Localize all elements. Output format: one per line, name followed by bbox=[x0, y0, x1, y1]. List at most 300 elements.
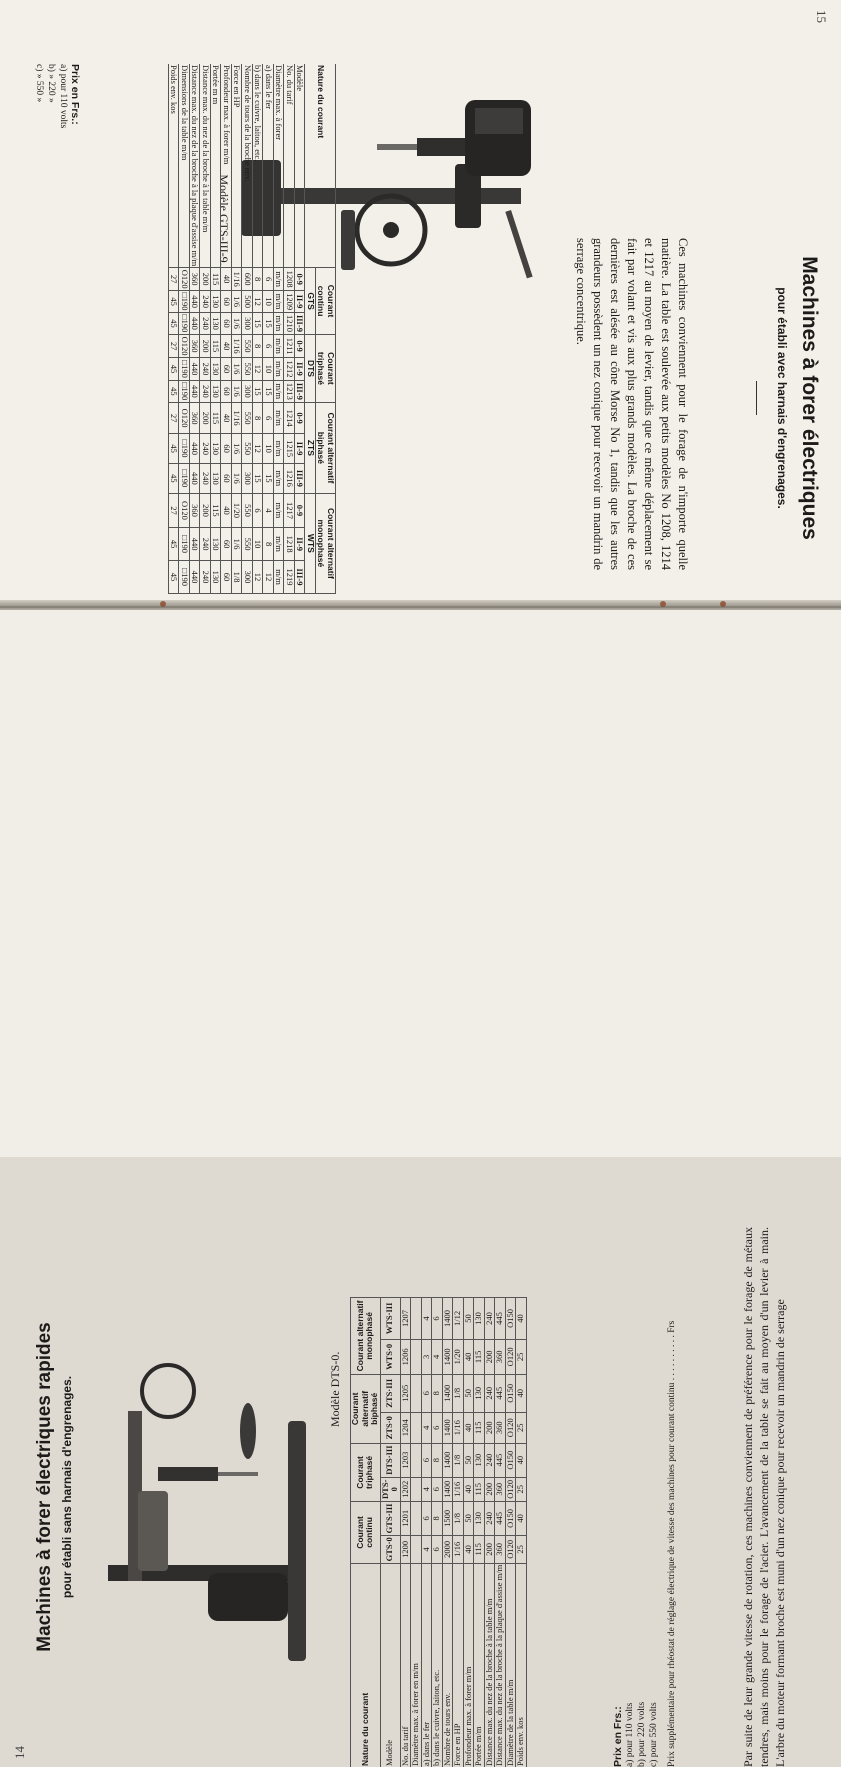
table-cell: 1201 bbox=[400, 1502, 411, 1536]
table-cell: 25 bbox=[516, 1477, 527, 1501]
table-row bbox=[242, 64, 253, 594]
table-cell: m/m bbox=[274, 434, 285, 464]
table-cell: 1400 bbox=[442, 1412, 453, 1443]
row-label: Diamètre de la table m/m bbox=[505, 1563, 516, 1767]
table-cell: O150 bbox=[505, 1443, 516, 1477]
table-cell: O120 bbox=[505, 1412, 516, 1443]
table-cell: 10 bbox=[263, 358, 274, 380]
table-row bbox=[505, 1298, 516, 1767]
table-cell: 360 bbox=[190, 334, 201, 357]
table-cell: O120 bbox=[179, 268, 190, 291]
price-line: c) » 550 » bbox=[33, 64, 45, 128]
table-cell: 440 bbox=[190, 463, 201, 493]
table-row bbox=[232, 64, 243, 594]
table-cell: 240 bbox=[200, 561, 211, 594]
row-label: Distance max. du nez de la broche à la table m/m bbox=[484, 1563, 495, 1767]
table-cell: O120 bbox=[505, 1339, 516, 1374]
table-cell: 60 bbox=[221, 434, 232, 464]
table-row-models bbox=[380, 1298, 400, 1767]
table-cell bbox=[411, 1502, 422, 1536]
table-cell: 1400 bbox=[442, 1339, 453, 1374]
table-cell: 240 bbox=[200, 291, 211, 313]
table-cell: 60 bbox=[221, 561, 232, 594]
table-cell: 12 bbox=[253, 291, 264, 313]
table-cell: 25 bbox=[516, 1339, 527, 1374]
table-cell bbox=[411, 1477, 422, 1501]
row-label: a) dans le fer bbox=[263, 64, 274, 268]
table-cell: 8 bbox=[253, 334, 264, 357]
table-cell: 240 bbox=[200, 358, 211, 380]
row-label: Profondeur max. à forer m/m bbox=[463, 1563, 474, 1767]
price-heading: Prix en Frs.: bbox=[612, 1267, 624, 1767]
table-cell: 1500 bbox=[442, 1502, 453, 1536]
table-cell: 1/16 bbox=[453, 1412, 464, 1443]
table-cell: m/m bbox=[274, 313, 285, 335]
group-header: Courant alternatif monophasé bbox=[351, 1298, 381, 1375]
group-header: Courant triphasé bbox=[351, 1443, 381, 1501]
table-row bbox=[400, 1298, 411, 1767]
page-14-content bbox=[0, 1220, 841, 1767]
price-line: a) pour 110 volts bbox=[57, 64, 69, 128]
table-cell: O120 bbox=[505, 1477, 516, 1501]
row-label: Poids env. kos bbox=[516, 1563, 527, 1767]
table-cell: 6 bbox=[253, 493, 264, 527]
group-header: Courant alternatif biphasé bbox=[316, 403, 336, 494]
table-cell: 12 bbox=[253, 434, 264, 464]
table-cell: □190 bbox=[179, 434, 190, 464]
specs-table-gts bbox=[168, 64, 336, 594]
table-row bbox=[474, 1298, 485, 1767]
row-label: Poids env. kos bbox=[169, 64, 180, 268]
model-header: DTS-0 bbox=[380, 1477, 400, 1501]
series-header: GTS bbox=[305, 268, 316, 335]
row-label: b) dans le cuivre, laiton, etc. bbox=[432, 1563, 443, 1767]
table-cell bbox=[411, 1535, 422, 1563]
table-row bbox=[421, 1298, 432, 1767]
table-cell: 4 bbox=[263, 493, 274, 527]
table-cell: 25 bbox=[516, 1535, 527, 1563]
table-cell: 15 bbox=[253, 313, 264, 335]
table-cell: 240 bbox=[200, 434, 211, 464]
table-cell: 15 bbox=[263, 463, 274, 493]
table-cell: 6 bbox=[263, 334, 274, 357]
table-cell: 1217 bbox=[284, 493, 295, 527]
table-cell: O120 bbox=[179, 334, 190, 357]
table-cell: 240 bbox=[200, 313, 211, 335]
table-cell: 1202 bbox=[400, 1477, 411, 1501]
table-cell: 6 bbox=[421, 1443, 432, 1477]
model-header: 0-9 bbox=[295, 403, 306, 434]
table-cell: 130 bbox=[211, 358, 222, 380]
table-cell: 8 bbox=[432, 1502, 443, 1536]
table-cell: 440 bbox=[190, 358, 201, 380]
table-cell: 200 bbox=[200, 334, 211, 357]
table-cell: 440 bbox=[190, 528, 201, 561]
table-cell: 6 bbox=[263, 403, 274, 434]
specs-table-dts bbox=[350, 1297, 527, 1767]
table-cell: 12 bbox=[263, 561, 274, 594]
table-cell: 50 bbox=[463, 1374, 474, 1412]
row-label: Nombre de tours de la broche env. bbox=[242, 64, 253, 268]
table-cell: 130 bbox=[211, 434, 222, 464]
table-cell: 115 bbox=[211, 334, 222, 357]
table-cell: 50 bbox=[463, 1502, 474, 1536]
table-cell: 6 bbox=[432, 1412, 443, 1443]
table-cell: 1211 bbox=[284, 334, 295, 357]
table-cell: O150 bbox=[505, 1502, 516, 1536]
table-cell: 45 bbox=[169, 380, 180, 402]
table-cell: 25 bbox=[516, 1412, 527, 1443]
table-cell: m/m bbox=[274, 528, 285, 561]
model-header: II-9 bbox=[295, 528, 306, 561]
group-header: Courant alternatif monophasé bbox=[316, 493, 336, 593]
table-cell: 1400 bbox=[442, 1443, 453, 1477]
table-cell: 360 bbox=[190, 493, 201, 527]
table-cell: O150 bbox=[505, 1298, 516, 1340]
row-label: Force en HP bbox=[232, 64, 243, 268]
table-cell: 1400 bbox=[442, 1477, 453, 1501]
table-cell: 130 bbox=[211, 313, 222, 335]
table-cell: 200 bbox=[484, 1477, 495, 1501]
table-cell: □190 bbox=[179, 313, 190, 335]
page-15 bbox=[0, 0, 841, 604]
table-row bbox=[284, 64, 295, 594]
paper-stain bbox=[720, 601, 726, 607]
table-row bbox=[253, 64, 264, 594]
table-cell bbox=[411, 1374, 422, 1412]
table-cell: 300 bbox=[242, 313, 253, 335]
table-cell: 40 bbox=[221, 403, 232, 434]
table-cell: 4 bbox=[432, 1339, 443, 1374]
table-cell: 440 bbox=[190, 380, 201, 402]
table-cell: m/m bbox=[274, 268, 285, 291]
table-cell: 8 bbox=[432, 1443, 443, 1477]
table-cell: 1204 bbox=[400, 1412, 411, 1443]
table-cell: 445 bbox=[495, 1443, 506, 1477]
table-cell: 1/8 bbox=[453, 1374, 464, 1412]
row-label: Profondeur max. à forer m/m bbox=[221, 64, 232, 268]
row-label: Modèle bbox=[295, 64, 306, 268]
page-number: 14 bbox=[12, 1746, 28, 1759]
table-cell: 360 bbox=[495, 1339, 506, 1374]
table-cell: 15 bbox=[253, 463, 264, 493]
table-cell: 40 bbox=[463, 1477, 474, 1501]
page-number: 15 bbox=[813, 10, 829, 23]
table-cell: 1208 bbox=[284, 268, 295, 291]
table-cell: 1212 bbox=[284, 358, 295, 380]
series-header: DTS bbox=[305, 334, 316, 402]
table-row bbox=[211, 64, 222, 594]
table-cell: □190 bbox=[179, 463, 190, 493]
table-cell: 115 bbox=[211, 493, 222, 527]
table-cell: 240 bbox=[484, 1443, 495, 1477]
table-cell: 240 bbox=[200, 528, 211, 561]
table-cell: O120 bbox=[505, 1535, 516, 1563]
table-cell: 40 bbox=[463, 1339, 474, 1374]
table-cell bbox=[411, 1412, 422, 1443]
table-cell: 8 bbox=[432, 1374, 443, 1412]
table-cell: 6 bbox=[421, 1374, 432, 1412]
page-subtitle: pour établi avec harnais d'engrenages. bbox=[775, 238, 789, 558]
table-cell: m/m bbox=[274, 358, 285, 380]
table-cell: 15 bbox=[263, 380, 274, 402]
table-cell: 360 bbox=[190, 403, 201, 434]
table-cell: 550 bbox=[242, 334, 253, 357]
table-cell: 2000 bbox=[442, 1535, 453, 1563]
table-row bbox=[442, 1298, 453, 1767]
table-cell: 40 bbox=[221, 493, 232, 527]
table-cell: 445 bbox=[495, 1502, 506, 1536]
group-header: Courant continu bbox=[316, 268, 336, 335]
table-cell: 1214 bbox=[284, 403, 295, 434]
table-cell: 360 bbox=[495, 1477, 506, 1501]
table-cell: 40 bbox=[516, 1298, 527, 1340]
table-cell: 27 bbox=[169, 493, 180, 527]
model-header: DTS·III bbox=[380, 1443, 400, 1477]
table-cell: 4 bbox=[421, 1298, 432, 1340]
table-cell: 200 bbox=[484, 1412, 495, 1443]
table-cell: 200 bbox=[200, 403, 211, 434]
table-cell: 550 bbox=[242, 403, 253, 434]
table-cell: 1209 bbox=[284, 291, 295, 313]
table-cell: 40 bbox=[463, 1412, 474, 1443]
table-cell: 115 bbox=[474, 1477, 485, 1501]
table-cell: 1/16 bbox=[232, 403, 243, 434]
table-cell: 6 bbox=[421, 1502, 432, 1536]
model-header: III-9 bbox=[295, 561, 306, 594]
table-header-nature: Nature du courant bbox=[305, 64, 336, 268]
table-cell: 200 bbox=[484, 1535, 495, 1563]
row-label: Portée m m bbox=[211, 64, 222, 268]
model-header: III-9 bbox=[295, 463, 306, 493]
table-cell: 8 bbox=[253, 403, 264, 434]
table-cell: 445 bbox=[495, 1298, 506, 1340]
table-row bbox=[411, 1298, 422, 1767]
table-cell: 50 bbox=[463, 1443, 474, 1477]
row-label: Dimensions de la table m/m bbox=[179, 64, 190, 268]
row-label: Portée m/m bbox=[474, 1563, 485, 1767]
intro-paragraph: Ces machines conviennent pour le forage de n'importe quelle matière. La table est soulevée aux petits modèles No 1208, 1214 et 1217 au moyen de levier, tandis que ce même déplacement se fait par volant et vis aux plus grands modèles. La broche de ces dernières est alésée au cône Morse No 1, tandis que les autres grandeurs possèdent un nez conique pour recevoir un mandrin de serrage concentrique. bbox=[572, 238, 691, 570]
table-row bbox=[190, 64, 201, 594]
row-label: Force en HP bbox=[453, 1563, 464, 1767]
table-cell: 8 bbox=[253, 268, 264, 291]
table-cell: 6 bbox=[432, 1535, 443, 1563]
table-cell: 8 bbox=[263, 528, 274, 561]
table-cell: 500 bbox=[242, 291, 253, 313]
table-cell: 1/8 bbox=[453, 1443, 464, 1477]
table-cell: 130 bbox=[474, 1443, 485, 1477]
price-heading: Prix en Frs.: bbox=[69, 64, 81, 128]
table-cell: 1/6 bbox=[232, 358, 243, 380]
page-15-content bbox=[0, 0, 841, 604]
table-cell: 1/16 bbox=[232, 268, 243, 291]
model-header: III-9 bbox=[295, 313, 306, 335]
table-row bbox=[200, 64, 211, 594]
model-header: ZTS·III bbox=[380, 1374, 400, 1412]
table-cell: 1/6 bbox=[232, 528, 243, 561]
price-block bbox=[612, 1267, 678, 1767]
table-cell: 40 bbox=[463, 1535, 474, 1563]
table-cell: 60 bbox=[221, 291, 232, 313]
model-header: III-9 bbox=[295, 380, 306, 402]
table-cell: 45 bbox=[169, 561, 180, 594]
table-row bbox=[463, 1298, 474, 1767]
row-label: Diamètre max. à forer bbox=[274, 64, 285, 268]
table-cell: O120 bbox=[179, 403, 190, 434]
table-row bbox=[484, 1298, 495, 1767]
table-cell: 1/16 bbox=[453, 1535, 464, 1563]
table-cell: 3 bbox=[421, 1339, 432, 1374]
table-cell: 6 bbox=[432, 1298, 443, 1340]
table-row bbox=[179, 64, 190, 594]
table-cell: 12 bbox=[253, 358, 264, 380]
row-label: No. du tarif bbox=[400, 1563, 411, 1767]
table-cell: 240 bbox=[484, 1374, 495, 1412]
specs-table-body bbox=[169, 64, 306, 594]
table-cell: □190 bbox=[179, 380, 190, 402]
table-cell: 240 bbox=[200, 463, 211, 493]
supplement-note: Prix supplémentaire pour rhéostat de réglage électrique de vitesse des machines pour courant continu . . . . . . . . . . Frs bbox=[666, 1267, 678, 1767]
model-header: WTS·0 bbox=[380, 1339, 400, 1374]
divider bbox=[756, 381, 757, 415]
table-cell: 550 bbox=[242, 528, 253, 561]
table-cell: 1/8 bbox=[453, 1502, 464, 1536]
table-cell: 360 bbox=[190, 268, 201, 291]
row-label: b) dans le cuivre, laiton, etc. bbox=[253, 64, 264, 268]
model-header: 0-9 bbox=[295, 493, 306, 527]
table-row-models bbox=[295, 64, 306, 594]
group-header: Courant alternatif biphasé bbox=[351, 1374, 381, 1443]
table-cell: 550 bbox=[242, 358, 253, 380]
figure-caption: Modèle DTS-0. bbox=[328, 1287, 343, 1427]
table-cell: m/m bbox=[274, 463, 285, 493]
table-cell: 300 bbox=[242, 561, 253, 594]
table-cell: 40 bbox=[516, 1374, 527, 1412]
table-cell: 360 bbox=[495, 1412, 506, 1443]
table-cell: 200 bbox=[484, 1339, 495, 1374]
row-label: Distance max. du nez de la broche à la plaque d'assise m/m bbox=[190, 64, 201, 268]
page-14 bbox=[0, 610, 841, 1157]
table-row bbox=[263, 64, 274, 594]
table-cell: 550 bbox=[242, 493, 253, 527]
specs-table-body bbox=[380, 1298, 526, 1767]
table-cell bbox=[411, 1298, 422, 1340]
table-cell: 360 bbox=[495, 1535, 506, 1563]
table-cell: 130 bbox=[211, 291, 222, 313]
table-cell: 15 bbox=[263, 313, 274, 335]
model-header: 0-9 bbox=[295, 334, 306, 357]
table-cell: 1400 bbox=[442, 1374, 453, 1412]
group-header: Courant continu bbox=[351, 1502, 381, 1564]
table-row bbox=[169, 64, 180, 594]
table-cell: 1219 bbox=[284, 561, 295, 594]
title-block bbox=[34, 1227, 74, 1747]
table-cell: 27 bbox=[169, 268, 180, 291]
table-cell: m/m bbox=[274, 403, 285, 434]
table-cell: 130 bbox=[474, 1502, 485, 1536]
table-cell: 10 bbox=[263, 291, 274, 313]
table-row bbox=[495, 1298, 506, 1767]
body-paragraph: Par suite de leur grande vitesse de rotation, ces machines conviennent de préférence pour le forage de métaux tendres, mais moins pour le forage de l'acier. L'avancement de la table se fait au moyen d'un levier à main. L'arbre du moteur formant broche est muni d'un nez conique pour recevoir un mandrin de serrage bbox=[740, 1227, 788, 1767]
table-cell: □190 bbox=[179, 561, 190, 594]
table-cell: 4 bbox=[421, 1477, 432, 1501]
table-cell: 1400 bbox=[442, 1298, 453, 1340]
table-cell: 1215 bbox=[284, 434, 295, 464]
table-cell: 1/16 bbox=[232, 334, 243, 357]
table-cell: 15 bbox=[253, 380, 264, 402]
model-header: 0-9 bbox=[295, 268, 306, 291]
table-cell: □190 bbox=[179, 528, 190, 561]
table-row bbox=[516, 1298, 527, 1767]
series-header: WTS bbox=[305, 493, 316, 593]
table-cell: 1210 bbox=[284, 313, 295, 335]
table-cell: 440 bbox=[190, 561, 201, 594]
paper-stain bbox=[160, 601, 166, 607]
page-title: Machines à forer électriques rapides bbox=[34, 1227, 56, 1747]
table-cell: 440 bbox=[190, 313, 201, 335]
table-cell: 130 bbox=[474, 1374, 485, 1412]
table-cell: 40 bbox=[221, 334, 232, 357]
table-row bbox=[453, 1298, 464, 1767]
price-line: c) pour 550 volts bbox=[648, 1267, 660, 1767]
table-cell: 10 bbox=[263, 434, 274, 464]
table-cell: 40 bbox=[516, 1502, 527, 1536]
table-cell: 1/6 bbox=[232, 434, 243, 464]
row-label: a) dans le fer bbox=[421, 1563, 432, 1767]
table-cell: 1/6 bbox=[232, 313, 243, 335]
table-cell: 4 bbox=[421, 1535, 432, 1563]
table-cell: 1/16 bbox=[453, 1477, 464, 1501]
table-cell: 1213 bbox=[284, 380, 295, 402]
table-cell: 45 bbox=[169, 291, 180, 313]
table-cell: 130 bbox=[211, 528, 222, 561]
table-row bbox=[432, 1298, 443, 1767]
table-cell: 115 bbox=[474, 1535, 485, 1563]
table-cell: 1206 bbox=[400, 1339, 411, 1374]
table-cell: 240 bbox=[484, 1298, 495, 1340]
price-line: b) pour 220 volts bbox=[636, 1267, 648, 1767]
table-cell: 60 bbox=[221, 358, 232, 380]
title-block bbox=[756, 238, 821, 558]
table-cell: □190 bbox=[179, 291, 190, 313]
table-cell: 1/8 bbox=[232, 561, 243, 594]
table-cell: 300 bbox=[242, 380, 253, 402]
series-header: ZTS bbox=[305, 403, 316, 494]
table-cell: □190 bbox=[179, 358, 190, 380]
table-cell: 45 bbox=[169, 528, 180, 561]
drill-press-dts-illustration bbox=[98, 1321, 328, 1681]
table-cell: 45 bbox=[169, 358, 180, 380]
paper-stain bbox=[660, 601, 666, 607]
model-header: GTS·III bbox=[380, 1502, 400, 1536]
table-cell: 45 bbox=[169, 313, 180, 335]
table-cell: 1218 bbox=[284, 528, 295, 561]
model-header: WTS·III bbox=[380, 1298, 400, 1340]
table-cell: 12 bbox=[253, 561, 264, 594]
table-cell: 115 bbox=[474, 1412, 485, 1443]
table-cell: 550 bbox=[242, 434, 253, 464]
row-label: Diamètre max. à forer en m/m bbox=[411, 1563, 422, 1767]
table-cell: 240 bbox=[200, 380, 211, 402]
row-label: No. du tarif bbox=[284, 64, 295, 268]
table-cell: 1/6 bbox=[232, 291, 243, 313]
table-cell: 440 bbox=[190, 434, 201, 464]
table-cell: 130 bbox=[211, 380, 222, 402]
table-cell: 600 bbox=[242, 268, 253, 291]
table-cell: 1205 bbox=[400, 1374, 411, 1412]
table-cell: 6 bbox=[432, 1477, 443, 1501]
table-cell: 60 bbox=[221, 380, 232, 402]
